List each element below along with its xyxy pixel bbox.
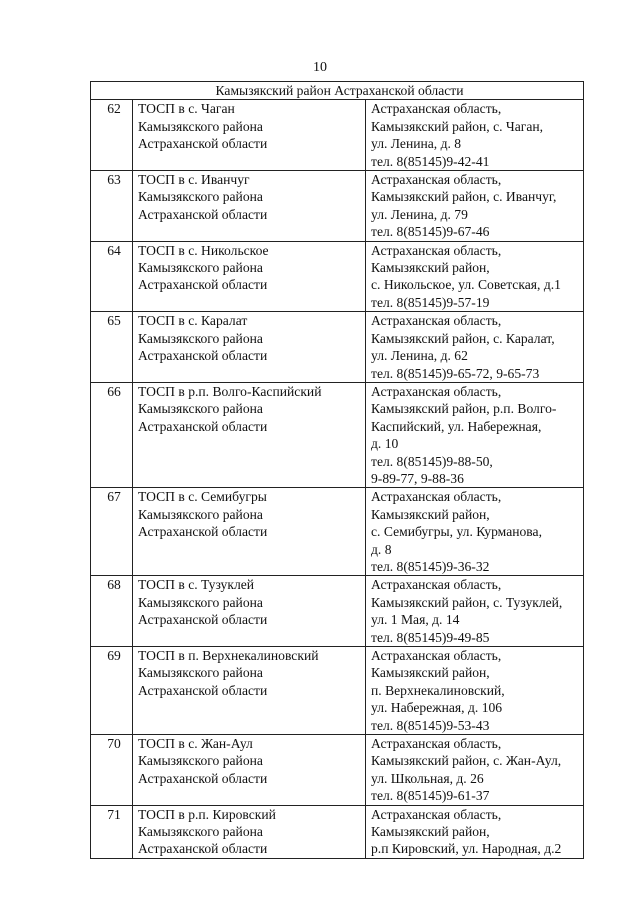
address-line: ул. Ленина, д. 8 (371, 136, 462, 152)
address-cell (366, 100, 584, 171)
table-row (91, 805, 584, 858)
address-line: тел. 8(85145)9-57-19 (371, 294, 490, 310)
office-name-cell (133, 312, 366, 383)
row-number: 63 (91, 171, 133, 242)
office-name-line: Камызякского района (138, 665, 263, 681)
address-line: Астраханская область, (371, 313, 502, 329)
address-cell (366, 647, 584, 735)
address-line: Камызякский район, (371, 824, 490, 840)
office-name-line: ТОСП в с. Жан-Аул (138, 736, 253, 752)
table-header-row (91, 82, 584, 100)
address-cell (366, 576, 584, 647)
office-name-cell (133, 100, 366, 171)
office-name-line: ТОСП в с. Иванчуг (138, 172, 250, 188)
address-line: Камызякский район, (371, 506, 490, 522)
address-line: Астраханская область, (371, 648, 502, 663)
address-line: Камызякский район, с. Каралат, (371, 330, 555, 346)
table-row (91, 241, 584, 312)
address-line: Астраханская область, (371, 736, 502, 752)
office-name-line: Камызякского района (138, 594, 263, 610)
office-name-line: Камызякского района (138, 260, 263, 276)
address-line: ул. Ленина, д. 79 (371, 206, 468, 222)
address-line: ул. 1 Мая, д. 14 (371, 612, 460, 628)
address-line: тел. 8(85145)9-65-72, 9-65-73 (371, 365, 540, 381)
office-name-line: Астраханской области (138, 136, 268, 152)
office-name-cell (133, 647, 366, 735)
address-line: Камызякский район, (371, 260, 490, 276)
office-name-line: Астраханской области (138, 770, 268, 786)
row-number: 65 (91, 312, 133, 383)
address-line: Астраханская область, (371, 489, 502, 505)
address-cell (366, 241, 584, 312)
address-line: ул. Школьная, д. 26 (371, 770, 484, 786)
office-name-line: Астраханской области (138, 524, 268, 540)
row-number: 67 (91, 488, 133, 576)
office-name-line: ТОСП в с. Семибугры (138, 489, 267, 505)
office-name-line: ТОСП в с. Никольское (138, 242, 269, 258)
page-number: 10 (313, 60, 327, 75)
address-cell (366, 488, 584, 576)
address-line: Камызякский район, с. Чаган, (371, 118, 544, 134)
office-name-cell (133, 735, 366, 806)
office-name-cell (133, 805, 366, 858)
table-row (91, 171, 584, 242)
office-name-line: Астраханской области (138, 206, 268, 222)
address-line: тел. 8(85145)9-49-85 (371, 629, 490, 645)
address-cell (366, 312, 584, 383)
address-line: Камызякский район, с. Жан-Аул, (371, 753, 562, 769)
row-number: 71 (91, 805, 133, 858)
office-name-line: ТОСП в с. Каралат (138, 313, 248, 329)
office-name-line: Астраханской области (138, 841, 268, 857)
office-name-line: Астраханской области (138, 612, 268, 628)
address-line: п. Верхнекалиновский, (371, 682, 505, 698)
office-name-cell (133, 382, 366, 487)
row-number: 66 (91, 382, 133, 487)
table-row (91, 488, 584, 576)
address-line: Астраханская область, (371, 172, 502, 188)
office-name-cell (133, 576, 366, 647)
office-name-line: ТОСП в с. Тузуклей (138, 577, 255, 593)
row-number: 70 (91, 735, 133, 806)
office-name-line: Астраханской области (138, 277, 268, 293)
address-line: ул. Набережная, д. 106 (371, 700, 503, 716)
table-row (91, 382, 584, 487)
office-name-cell (133, 171, 366, 242)
address-line: Камызякский район, (371, 665, 490, 681)
address-line: 9-89-77, 9-88-36 (371, 470, 464, 486)
district-header: Камызякский район Астраханской области (91, 82, 584, 100)
office-name-line: Камызякского района (138, 753, 263, 769)
address-line: с. Семибугры, ул. Курманова, (371, 524, 542, 540)
office-name-line: ТОСП в р.п. Кировский (138, 806, 276, 822)
address-line: Каспийский, ул. Набережная, (371, 418, 542, 434)
address-line: тел. 8(85145)9-53-43 (371, 717, 490, 733)
address-line: Камызякский район, р.п. Волго- (371, 401, 557, 417)
office-name-line: Астраханской области (138, 348, 268, 364)
office-name-line: Камызякского района (138, 401, 263, 417)
address-cell (366, 171, 584, 242)
address-line: д. 8 (371, 541, 392, 557)
office-name-line: Камызякского района (138, 506, 263, 522)
offices-table (90, 81, 584, 859)
row-number: 69 (91, 647, 133, 735)
office-name-cell (133, 488, 366, 576)
address-line: ул. Ленина, д. 62 (371, 348, 468, 364)
address-cell (366, 805, 584, 858)
address-line: тел. 8(85145)9-42-41 (371, 153, 490, 169)
office-name-line: Камызякского района (138, 189, 263, 205)
address-line: Астраханская область, (371, 101, 502, 117)
address-line: Камызякский район, с. Иванчуг, (371, 189, 557, 205)
address-line: д. 10 (371, 436, 399, 452)
address-line: Астраханская область, (371, 806, 502, 822)
address-line: Астраханская область, (371, 242, 502, 258)
table-row (91, 647, 584, 735)
office-name-line: Камызякского района (138, 118, 263, 134)
office-name-line: Камызякского района (138, 824, 263, 840)
table-row (91, 735, 584, 806)
row-number: 68 (91, 576, 133, 647)
office-name-line: ТОСП в р.п. Волго-Каспийский (138, 383, 322, 399)
office-name-line: Астраханской области (138, 418, 268, 434)
address-line: Камызякский район, с. Тузуклей, (371, 594, 563, 610)
address-cell (366, 382, 584, 487)
address-line: Астраханская область, (371, 383, 502, 399)
office-name-line: Камызякского района (138, 330, 263, 346)
office-name-cell (133, 241, 366, 312)
table-row (91, 312, 584, 383)
address-line: Астраханская область, (371, 577, 502, 593)
address-line: р.п Кировский, ул. Народная, д.2 (371, 841, 562, 857)
address-cell (366, 735, 584, 806)
address-line: тел. 8(85145)9-67-46 (371, 224, 490, 240)
address-line: тел. 8(85145)9-61-37 (371, 788, 490, 804)
table-row (91, 100, 584, 171)
address-line: с. Никольское, ул. Советская, д.1 (371, 277, 561, 293)
row-number: 62 (91, 100, 133, 171)
office-name-line: Астраханской области (138, 682, 268, 698)
row-number: 64 (91, 241, 133, 312)
table-row (91, 576, 584, 647)
address-line: тел. 8(85145)9-88-50, (371, 453, 493, 469)
office-name-line: ТОСП в п. Верхнекалиновский (138, 648, 319, 663)
address-line: тел. 8(85145)9-36-32 (371, 558, 490, 574)
office-name-line: ТОСП в с. Чаган (138, 101, 235, 117)
